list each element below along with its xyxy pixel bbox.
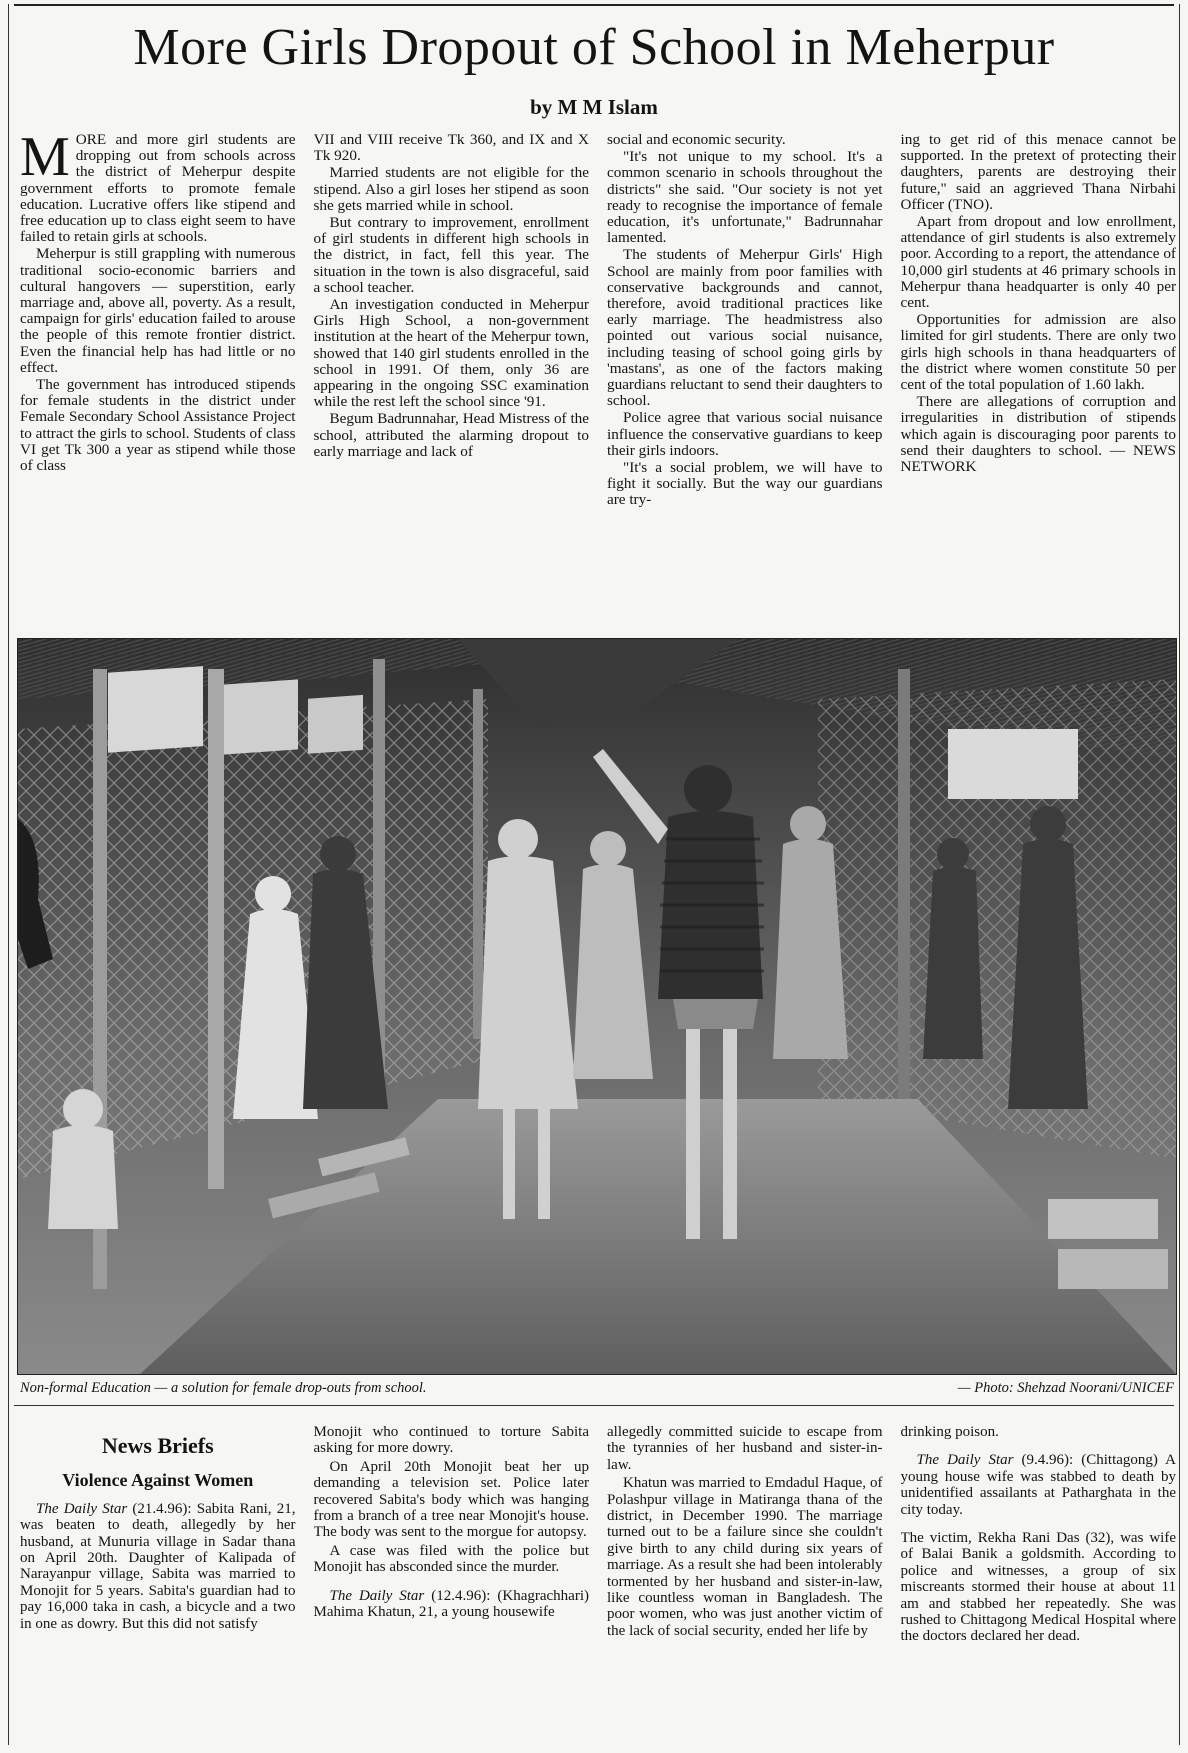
story-paragraph: The government has introduced stipends for female students in the district under Female Secondary School Assistance Project to attract the girls to school. Students of class VI get Tk 300 a year as stipend while those of class: [20, 376, 296, 475]
story-paragraph: The students of Meherpur Girls' High School are mainly from poor families with conservative backgrounds and cannot, therefore, avoid traditional practices like early marriage. The headmistress also pointed out various social nuisance, including teasing of school going girls by 'mastans', as one of the factors making guardians reluctant to send their daughters to school.: [607, 246, 883, 410]
story-body: [20, 132, 1176, 628]
photo-caption: Non-formal Education — a solution for female drop-outs from school.: [20, 1380, 427, 1396]
photo-credit: — Photo: Shehzad Noorani/UNICEF: [957, 1380, 1174, 1396]
briefs-column-3: [607, 1424, 883, 1746]
briefs-subsection-title: Violence Against Women: [62, 1470, 254, 1491]
story-paragraph: VII and VIII receive Tk 360, and IX and X Tk 920.: [313, 132, 589, 165]
story-paragraph: An investigation conducted in Meherpur Girls High School, a non-government institution at the heart of the Meherpur town, showed that 140 girl students enrolled in the school in 1991. Of them, only 36 are appearing in the ongoing SSC examination while the rest left the school since '91.: [313, 296, 589, 411]
brief-paragraph: Monojit who continued to torture Sabita asking for more dowry.: [313, 1424, 589, 1457]
top-rule: [14, 4, 1174, 6]
photo-caption-row: [20, 1380, 1174, 1397]
brief-paragraph: allegedly committed suicide to escape from the tyrannies of her husband and sister-in-law.: [607, 1424, 883, 1473]
story-paragraph: Married students are not eligible for the stipend. Also a girl loses her stipend as soon she gets married while in school.: [313, 164, 589, 214]
section-divider: [14, 1405, 1174, 1406]
left-rule: [8, 4, 9, 1745]
story-paragraph: There are allegations of corruption and irregularities in distribution of stipends which again is discouraging poor parents to send their daughters to school. — NEWS NETWORK: [900, 393, 1176, 476]
brief-paragraph: The Daily Star (21.4.96): Sabita Rani, 21, was beaten to death, allegedly by her husband, at Munuria village in Sadar thana on April 20th. Daughter of Kalipada of Narayanpur village, Sabita was married to Monojit for 5 years. Sabita's guardian had to pay 16,000 taka in cash, a bicycle and a two in one as dowry. But this did not satisfy: [20, 1500, 296, 1632]
story-column-2: [314, 132, 590, 628]
drop-cap: M: [20, 132, 70, 188]
story-column-4: [901, 132, 1177, 628]
briefs-column-2: [314, 1424, 590, 1746]
brief-paragraph: Khatun was married to Emdadul Haque, of Polashpur village in Matiranga thana of the district, in December 1990. The marriage turned out to be a failure since she couldn't give birth to any child during six years of marriage. As a result she had been intolerably tormented by her husband and sister-in-law, like countless woman in Bangladesh. The poor women, who was just another victim of the lack of social security, ended her life by: [607, 1475, 883, 1639]
briefs-section-title: News Briefs: [101, 1433, 214, 1458]
story-paragraph: "It's not unique to my school. It's a common scenario in schools throughout the districts" she said. "Our society is not yet ready to recognise the importance of female education, it's unfortunate," Badrunnahar lamented.: [607, 148, 883, 247]
brief-paragraph: drinking poison.: [900, 1424, 999, 1440]
story-paragraph: social and economic security.: [607, 132, 786, 148]
byline: by M M Islam: [530, 95, 658, 119]
story-paragraph: Opportunities for admission are also limited for girl students. There are only two girls high schools in thana headquarters of the district where women constitute 50 per cent of the total population of 1.60 lakh.: [900, 311, 1176, 394]
news-photo: [17, 638, 1177, 1375]
right-rule: [1179, 4, 1180, 1745]
story-paragraph: Meherpur is still grappling with numerous traditional socio-economic barriers and cultural hangovers — superstition, early marriage and, above all, poverty. As a result, campaign for girls' education failed to arouse the people of this remote frontier district. Even the financial help has had little or no effect.: [20, 245, 296, 376]
story-paragraph: Apart from dropout and low enrollment, attendance of girl students is also extremely poor. According to a report, the attendance of 10,000 girl students at 46 primary schools in Meherpur thana headquarter is only 40 per cent.: [900, 213, 1176, 312]
story-paragraph: Police agree that various social nuisance influence the conservative guardians to keep their girls indoors.: [607, 409, 883, 459]
story-paragraph: Begum Badrunnahar, Head Mistress of the school, attributed the alarming dropout to early marriage and lack of: [313, 410, 589, 460]
briefs-column-4: [901, 1424, 1177, 1746]
story-paragraph: MORE and more girl students are dropping out from schools across the district of Meherpur despite government efforts to promote female education. Lucrative offers like stipend and free education up to class eight seem to have failed to retain girls at schools.: [20, 132, 296, 246]
story-column-1: [20, 132, 296, 628]
story-column-3: [607, 132, 883, 628]
story-paragraph: But contrary to improvement, enrollment of girl students in different high schools in the district, in fact, fell this year. The situation in the town is also disgraceful, said a school teacher.: [313, 214, 589, 296]
story-paragraph: ing to get rid of this menace cannot be supported. In the pretext of protecting their daughters, parents are destroying their future," said an aggrieved Thana Nirbahi Officer (TNO).: [900, 132, 1176, 213]
brief-paragraph: A case was filed with the police but Monojit has absconded since the murder.: [313, 1542, 589, 1576]
news-briefs: [20, 1424, 1176, 1746]
brief-paragraph: The Daily Star (9.4.96): (Chittagong) A young house wife was stabbed to death by unidentified assailants at Patharghata in the city today.: [900, 1452, 1176, 1518]
story-paragraph: "It's a social problem, we will have to fight it socially. But the way our guardians are try-: [607, 459, 883, 509]
brief-paragraph: The Daily Star (12.4.96): (Khagrachhari) Mahima Khatun, 21, a young housewife: [313, 1587, 589, 1621]
brief-paragraph: The victim, Rekha Rani Das (32), was wife of Balai Banik a goldsmith. According to police and witnesses, a group of six miscreants stormed their house at about 11 am and stabbed her repeatedly. She was rushed to Chittagong Medical Hospital where the doctors declared her dead.: [900, 1530, 1176, 1645]
briefs-column-1: [20, 1424, 296, 1746]
headline: More Girls Dropout of School in Meherpur: [133, 19, 1055, 76]
brief-paragraph: On April 20th Monojit beat her up demanding a television set. Police later recovered Sabita's body which was hanging from a branch of a tree near Monojit's house. The body was sent to the morgue for autopsy.: [313, 1458, 589, 1541]
